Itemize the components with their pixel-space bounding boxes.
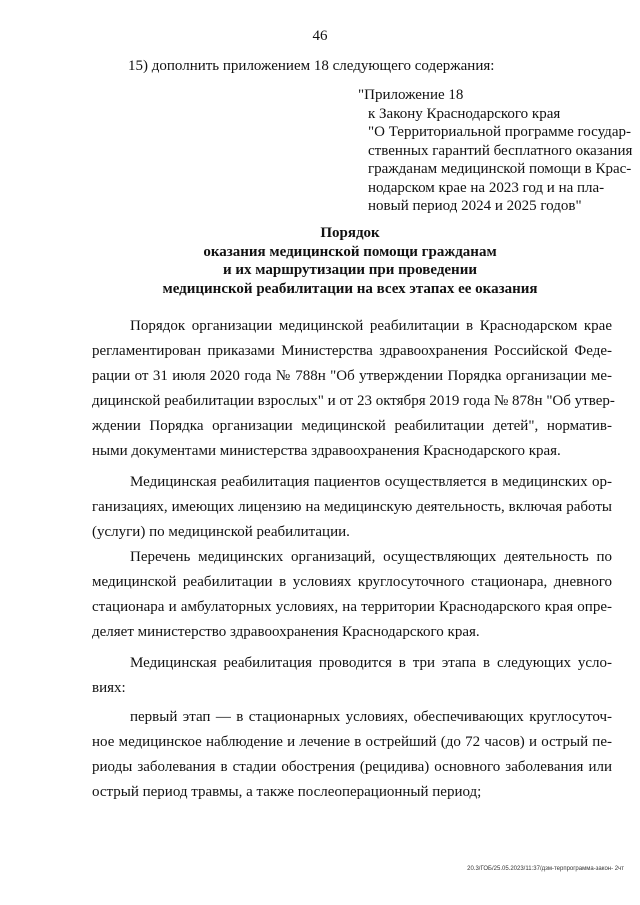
appendix-line: новый период 2024 и 2025 годов": [368, 198, 582, 214]
appendix-line: "Приложение 18: [358, 87, 464, 103]
paragraph-first-stage: [92, 705, 612, 805]
appendix-line: "О Территориальной программе государ-: [368, 124, 631, 140]
amendment-intro: 15) дополнить приложением 18 следующего содержания:: [128, 58, 495, 74]
paragraph-organizations: [92, 470, 612, 545]
paragraph-stages: [92, 651, 612, 701]
paragraph-line: ждении Порядка организации медицинской реабилитации детей", норматив-: [92, 418, 612, 434]
paragraph-line: стационара и амбулаторных условиях, на территории Краснодарского края опре-: [92, 599, 612, 615]
paragraph-line: рации от 31 июля 2020 года № 788н "Об утверждении Порядка организации ме-: [92, 368, 612, 384]
paragraph-line: медицинской реабилитации в условиях круглосуточного стационара, дневного: [92, 574, 612, 590]
paragraph-line: виях:: [92, 680, 126, 696]
paragraph-regulation: [92, 314, 615, 464]
paragraph-line: Медицинская реабилитация проводится в три этапа в следующих усло-: [130, 655, 612, 671]
title-line: и их маршрутизации при проведении: [223, 262, 477, 278]
paragraph-list: [92, 545, 612, 645]
paragraph-line: деляет министерство здравоохранения Краснодарского края.: [92, 624, 480, 640]
appendix-header: [358, 86, 633, 216]
paragraph-line: (услуги) по медицинской реабилитации.: [92, 524, 350, 540]
document-footer-code: 20.3/ГОБ/25.05.2023/11:37/дзм-терпрограмма-закон- 2чт: [467, 866, 624, 872]
paragraph-line: Медицинская реабилитация пациентов осуществляется в медицинских ор-: [130, 474, 612, 490]
paragraph-line: Порядок организации медицинской реабилитации в Краснодарском крае: [130, 318, 612, 334]
title-line: медицинской реабилитации на всех этапах ее оказания: [162, 280, 538, 297]
title-line: Порядок: [320, 225, 380, 241]
paragraph-line: Перечень медицинских организаций, осуществляющих деятельность по: [130, 549, 612, 565]
appendix-line: ственных гарантий бесплатного оказания: [368, 142, 633, 159]
paragraph-line: острый период травмы, а также послеоперационный период;: [92, 784, 482, 800]
appendix-line: гражданам медицинской помощи в Крас-: [368, 161, 632, 177]
paragraph-line: регламентирован приказами Министерства здравоохранения Российской Феде-: [92, 343, 612, 359]
title-line: оказания медицинской помощи гражданам: [203, 243, 497, 260]
paragraph-line: ганизациях, имеющих лицензию на медицинскую деятельность, включая работы: [92, 499, 612, 515]
paragraph-line: первый этап — в стационарных условиях, обеспечивающих круглосуточ-: [130, 709, 612, 725]
paragraph-line: ными документами министерства здравоохранения Краснодарского края.: [92, 443, 561, 459]
paragraph-line: риоды заболевания в стадии обострения (рецидива) основного заболевания или: [92, 759, 612, 775]
appendix-line: к Закону Краснодарского края: [368, 105, 561, 122]
document-title: [90, 224, 610, 298]
page-number: 46: [312, 28, 328, 44]
paragraph-line: дицинской реабилитации взрослых" и от 23 октября 2019 года № 878н "Об утвер-: [92, 393, 615, 409]
paragraph-line: ное медицинское наблюдение и лечение в острейший (до 72 часов) и острый пе-: [92, 734, 612, 750]
appendix-line: нодарском крае на 2023 год и на пла-: [368, 179, 605, 196]
